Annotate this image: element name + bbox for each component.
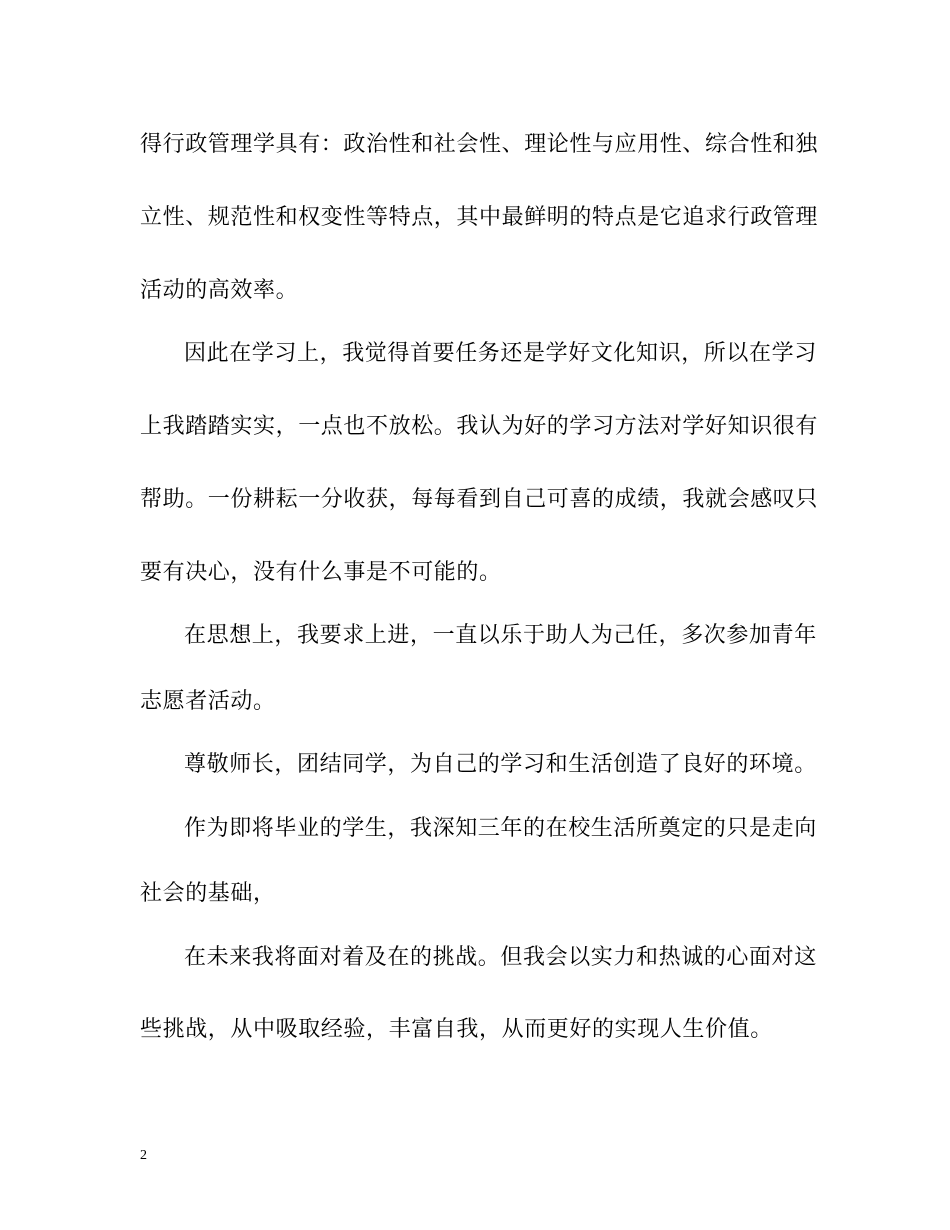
text-line-1: 得行政管理学具有：政治性和社会性、理论性与应用性、综合性和独 <box>140 132 819 157</box>
paragraph-line-3: 帮助。一份耕耘一分收获，每每看到自己可喜的成绩，我就会感叹只 <box>140 487 819 512</box>
paragraph-line-11: 些挑战，从中吸取经验，丰富自我，从而更好的实现人生价值。 <box>140 1017 773 1042</box>
paragraph-line-7: 尊敬师长，团结同学，为自己的学习和生活创造了良好的环境。 <box>184 752 817 777</box>
paragraph-line-9: 社会的基础， <box>140 881 276 906</box>
page-number: 2 <box>140 1148 147 1163</box>
paragraph-line-1: 因此在学习上，我觉得首要任务还是学好文化知识，所以在学习 <box>184 341 817 366</box>
paragraph-line-8: 作为即将毕业的学生，我深知三年的在校生活所奠定的只是走向 <box>184 816 817 841</box>
paragraph-line-5: 在思想上，我要求上进，一直以乐于助人为己任，多次参加青年 <box>184 623 817 648</box>
text-line-2: 立性、规范性和权变性等特点，其中最鲜明的特点是它追求行政管理 <box>140 205 819 230</box>
paragraph-line-6: 志愿者活动。 <box>140 689 276 714</box>
paragraph-line-4: 要有决心，没有什么事是不可能的。 <box>140 560 502 585</box>
paragraph-line-2: 上我踏踏实实，一点也不放松。我认为好的学习方法对学好知识很有 <box>140 414 819 439</box>
paragraph-line-10: 在未来我将面对着及在的挑战。但我会以实力和热诚的心面对这 <box>184 945 817 970</box>
text-line-3: 活动的高效率。 <box>140 278 299 303</box>
